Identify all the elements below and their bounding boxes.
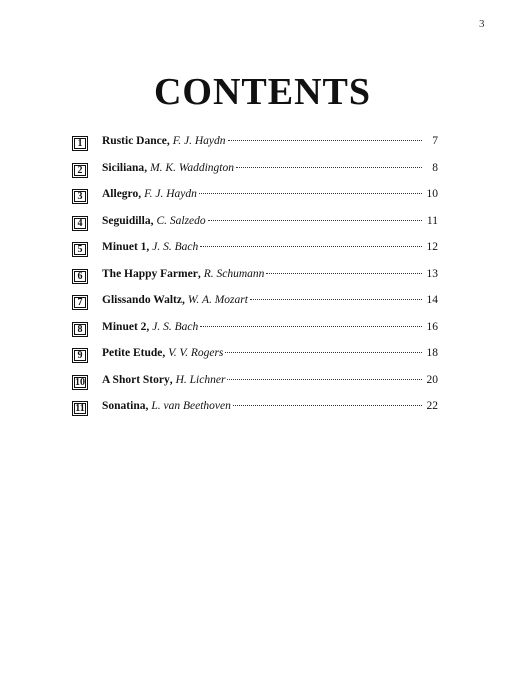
composer-name: L. van Beethoven [151, 400, 231, 412]
dot-leader [228, 140, 422, 141]
entry-number-box: 5 [72, 242, 88, 257]
entry-text: Siciliana , M. K. Waddington [102, 162, 424, 174]
entry-text: A Short Story , H. Lichner [102, 374, 424, 386]
entry-number-box: 10 [72, 375, 88, 390]
piece-title: Siciliana [102, 161, 145, 174]
page-title: CONTENTS [153, 71, 372, 113]
table-of-contents [72, 134, 438, 426]
dot-leader [208, 220, 422, 221]
piece-title: The Happy Farmer [102, 267, 198, 280]
dot-leader [200, 246, 422, 247]
page-ref: 8 [432, 161, 438, 174]
composer-name: J. S. Bach [152, 320, 199, 333]
dot-leader [199, 193, 422, 194]
dot-leader [233, 405, 422, 406]
piece-title: Minuet 2 [102, 320, 147, 333]
page-ref: 7 [432, 135, 438, 147]
composer-name: R. Schumann [203, 267, 265, 280]
piece-title: Sonatina [102, 400, 146, 412]
entry-text: Sonatina , L. van Beethoven [102, 400, 424, 412]
composer-name: J. S. Bach [152, 241, 199, 253]
entry-number-box: 3 [72, 189, 88, 204]
entry-text: Allegro , F. J. Haydn [102, 188, 424, 200]
toc-entry [72, 134, 438, 161]
toc-entry [72, 240, 438, 267]
toc-entry [72, 187, 438, 214]
page-ref: 20 [426, 373, 438, 386]
page-ref: 22 [426, 400, 438, 412]
composer-name: F. J. Haydn [144, 188, 197, 200]
composer-name: M. K. Waddington [150, 161, 234, 174]
entry-number-box: 11 [72, 401, 88, 416]
piece-title: Allegro [102, 188, 139, 200]
entry-text: Minuet 2 , J. S. Bach [102, 321, 424, 333]
composer-name: W. A. Mozart [187, 294, 248, 306]
page-ref: 16 [426, 320, 438, 333]
entry-number-box: 7 [72, 295, 88, 310]
composer-name: F. J. Haydn [172, 135, 226, 147]
toc-entry [72, 293, 438, 320]
dot-leader [227, 379, 422, 380]
page-number: 3 [479, 18, 485, 30]
piece-title: Minuet 1 [102, 241, 147, 253]
entry-number-box: 8 [72, 322, 88, 337]
dot-leader [266, 273, 422, 274]
toc-entry [72, 346, 438, 373]
piece-title: Petite Etude [102, 347, 163, 359]
toc-entry [72, 399, 438, 426]
toc-entry [72, 267, 438, 294]
entry-number-box: 2 [72, 163, 88, 178]
piece-title: A Short Story [102, 373, 170, 386]
entry-number-box: 4 [72, 216, 88, 231]
entry-text: Glissando Waltz , W. A. Mozart [102, 294, 424, 306]
dot-leader [225, 352, 422, 353]
page-ref: 10 [426, 188, 438, 200]
entry-text: Rustic Dance , F. J. Haydn [102, 135, 424, 147]
dot-leader [200, 326, 422, 327]
piece-title: Glissando Waltz [102, 294, 182, 306]
toc-entry [72, 161, 438, 188]
page-ref: 13 [426, 267, 438, 280]
toc-entry [72, 320, 438, 347]
piece-title: Seguidilla [102, 214, 151, 227]
page-ref: 12 [426, 241, 438, 253]
dot-leader [236, 167, 422, 168]
entry-text: Petite Etude , V. V. Rogers [102, 347, 424, 359]
entry-number-box: 1 [72, 136, 88, 151]
entry-text: Seguidilla , C. Salzedo [102, 215, 424, 227]
piece-title: Rustic Dance [102, 135, 167, 147]
composer-name: C. Salzedo [156, 214, 206, 227]
page-ref: 14 [426, 294, 438, 306]
composer-name: V. V. Rogers [168, 347, 224, 359]
toc-entry [72, 373, 438, 400]
entry-number-box: 9 [72, 348, 88, 363]
entry-text: Minuet 1 , J. S. Bach [102, 241, 424, 253]
page-ref: 11 [426, 214, 438, 227]
dot-leader [250, 299, 422, 300]
composer-name: H. Lichner [175, 373, 226, 386]
toc-entry [72, 214, 438, 241]
entry-number-box: 6 [72, 269, 88, 284]
page-ref: 18 [426, 347, 438, 359]
entry-text: The Happy Farmer , R. Schumann [102, 268, 424, 280]
